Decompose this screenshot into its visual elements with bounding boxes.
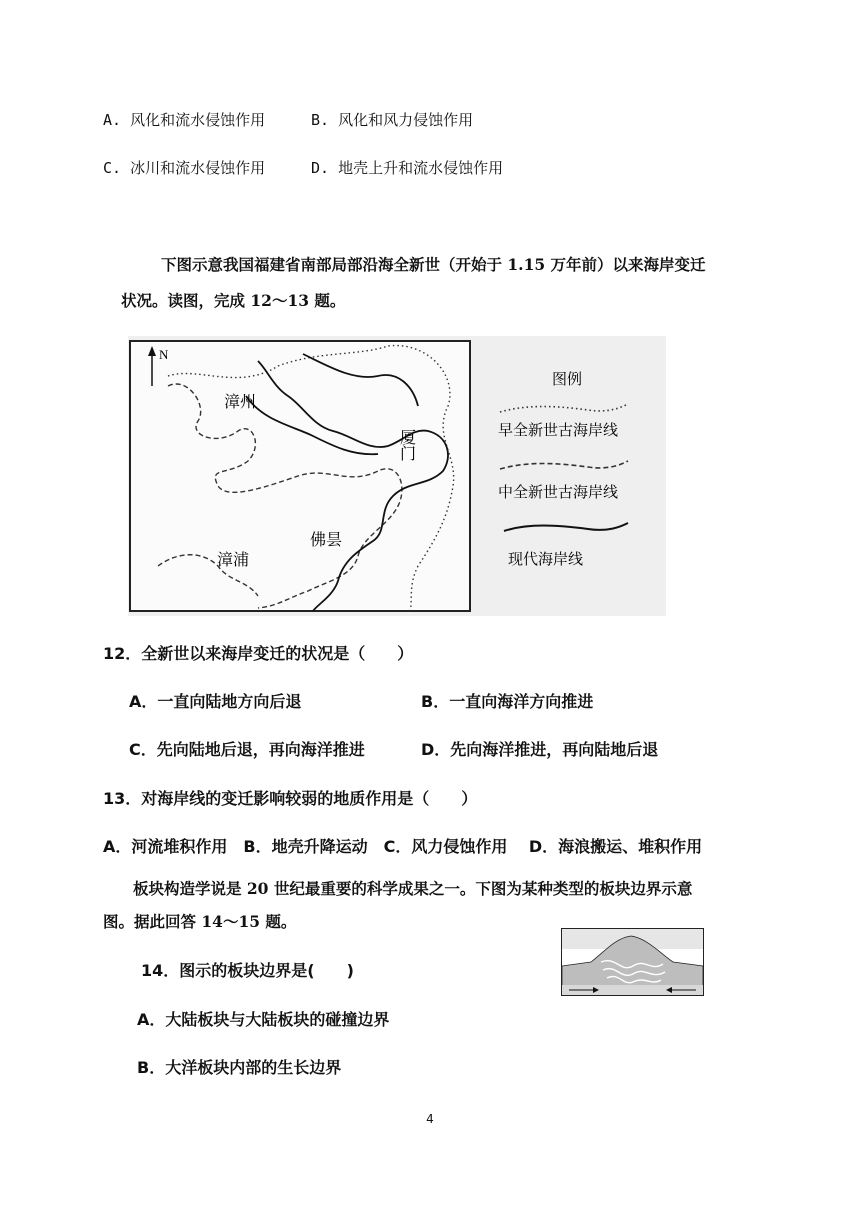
legend-title: 图例	[552, 372, 583, 388]
q11-option-b: B. 风化和风力侵蚀作用	[311, 111, 474, 129]
q14-option-b: B．大洋板块内部的生长边界	[137, 1058, 342, 1077]
page-number: 4	[426, 1112, 434, 1126]
q14-option-a: A．大陆板块与大陆板块的碰撞边界	[137, 1010, 390, 1029]
place-zhangzhou: 漳州	[224, 394, 257, 411]
q13-stem: 13．对海岸线的变迁影响较弱的地质作用是（ ）	[103, 789, 478, 808]
q11-option-d: D. 地壳上升和流水侵蚀作用	[311, 159, 504, 177]
place-xiamen: 厦门	[397, 429, 415, 461]
q12-option-c: C．先向陆地后退，再向海洋推进	[129, 740, 365, 759]
coastline-map	[128, 336, 666, 616]
legend-label-mid: 中全新世古海岸线	[498, 485, 619, 501]
q12-option-d: D．先向海洋推进，再向陆地后退	[421, 740, 659, 759]
intro1-line2: 状况。读图，完成 12～13 题。	[121, 291, 346, 310]
q14-stem: 14．图示的板块边界是( )	[141, 961, 354, 980]
legend-label-modern: 现代海岸线	[508, 552, 584, 568]
q11-option-c: C. 冰川和流水侵蚀作用	[103, 159, 266, 177]
plate-boundary-diagram	[561, 928, 704, 996]
q12-option-b: B．一直向海洋方向推进	[421, 692, 594, 711]
place-foutan: 佛昙	[310, 532, 343, 549]
north-label: N	[159, 347, 169, 362]
legend-label-early: 早全新世古海岸线	[498, 423, 619, 439]
intro2-line1: 板块构造学说是 20 世纪最重要的科学成果之一。下图为某种类型的板块边界示意	[133, 879, 693, 898]
q12-stem: 12．全新世以来海岸变迁的状况是（ ）	[103, 644, 414, 663]
intro2-line2: 图。据此回答 14～15 题。	[103, 912, 297, 931]
place-zhangpu: 漳浦	[217, 552, 250, 569]
q11-option-a: A. 风化和流水侵蚀作用	[103, 111, 266, 129]
q12-option-a: A．一直向陆地方向后退	[129, 692, 302, 711]
q13-options: A．河流堆积作用 B．地壳升降运动 C．风力侵蚀作用 D．海浪搬运、堆积作用	[103, 837, 703, 856]
intro1-line1: 下图示意我国福建省南部局部沿海全新世（开始于 1.15 万年前）以来海岸变迁	[161, 255, 706, 274]
